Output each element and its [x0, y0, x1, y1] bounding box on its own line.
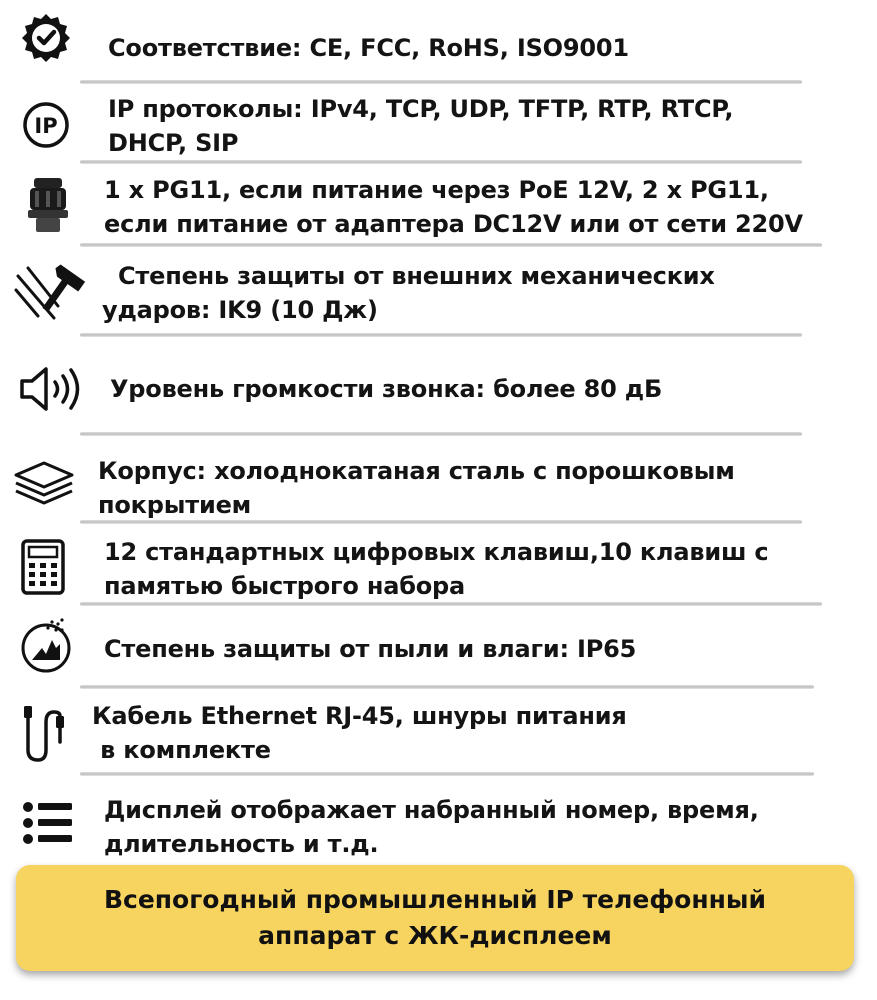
feature-text-line: Корпус: холоднокатаная сталь с порошковым	[98, 457, 735, 485]
dust-water-protection-icon	[18, 618, 74, 674]
list-icon	[22, 800, 74, 846]
feature-text-line: 12 стандартных цифровых клавиш,10 клавиш с	[104, 538, 769, 566]
feature-text-line: 1 x PG11, если питание через PoE 12V, 2 x PG11,	[104, 176, 769, 204]
divider	[80, 520, 802, 524]
ip-protocol-icon	[22, 101, 70, 149]
divider	[80, 432, 802, 436]
speaker-volume-icon	[18, 364, 86, 414]
banner-line-2: аппарат с ЖК-дисплеем	[258, 921, 612, 950]
feature-text-line: Дисплей отображает набранный номер, время,	[104, 796, 759, 824]
ethernet-cable-icon	[18, 702, 72, 764]
layers-icon	[12, 460, 76, 506]
feature-text-line: Соответствие: CE, FCC, RoHS, ISO9001	[108, 34, 629, 62]
feature-text-line: Уровень громкости звонка: более 80 дБ	[110, 375, 663, 403]
feature-text-line: IP протоколы: IPv4, TCP, UDP, TFTP, RTP, RTCP,	[108, 95, 734, 123]
feature-text-line: ударов: IK9 (10 Дж)	[102, 296, 378, 324]
cable-gland-icon	[26, 176, 70, 234]
feature-text-line: Степень защиты от пыли и влаги: IP65	[104, 635, 637, 663]
feature-text-line: в комплекте	[92, 736, 271, 764]
divider	[80, 160, 802, 164]
divider	[80, 685, 814, 689]
calculator-keypad-icon	[20, 538, 66, 596]
divider	[80, 333, 802, 337]
feature-text-line: покрытием	[98, 491, 252, 519]
ip-icon-label: IP	[34, 114, 58, 138]
banner-line-1: Всепогодный промышленный IP телефонный	[103, 885, 767, 914]
feature-text-line: длительность и т.д.	[104, 830, 379, 858]
hammer-impact-icon	[14, 262, 86, 320]
feature-text-line: Кабель Ethernet RJ-45, шнуры питания	[92, 702, 627, 730]
divider	[80, 602, 822, 606]
feature-text-line: если питание от адаптера DC12V или от сети 220V	[104, 210, 803, 238]
divider	[80, 80, 802, 84]
certificate-check-icon	[20, 12, 72, 64]
divider	[80, 243, 822, 247]
feature-text-line: памятью быстрого набора	[104, 572, 466, 600]
divider	[80, 772, 814, 776]
feature-text-line: Степень защиты от внешних механических	[118, 262, 715, 290]
product-title-banner	[16, 865, 854, 971]
feature-text-line: DHCP, SIP	[108, 129, 239, 157]
